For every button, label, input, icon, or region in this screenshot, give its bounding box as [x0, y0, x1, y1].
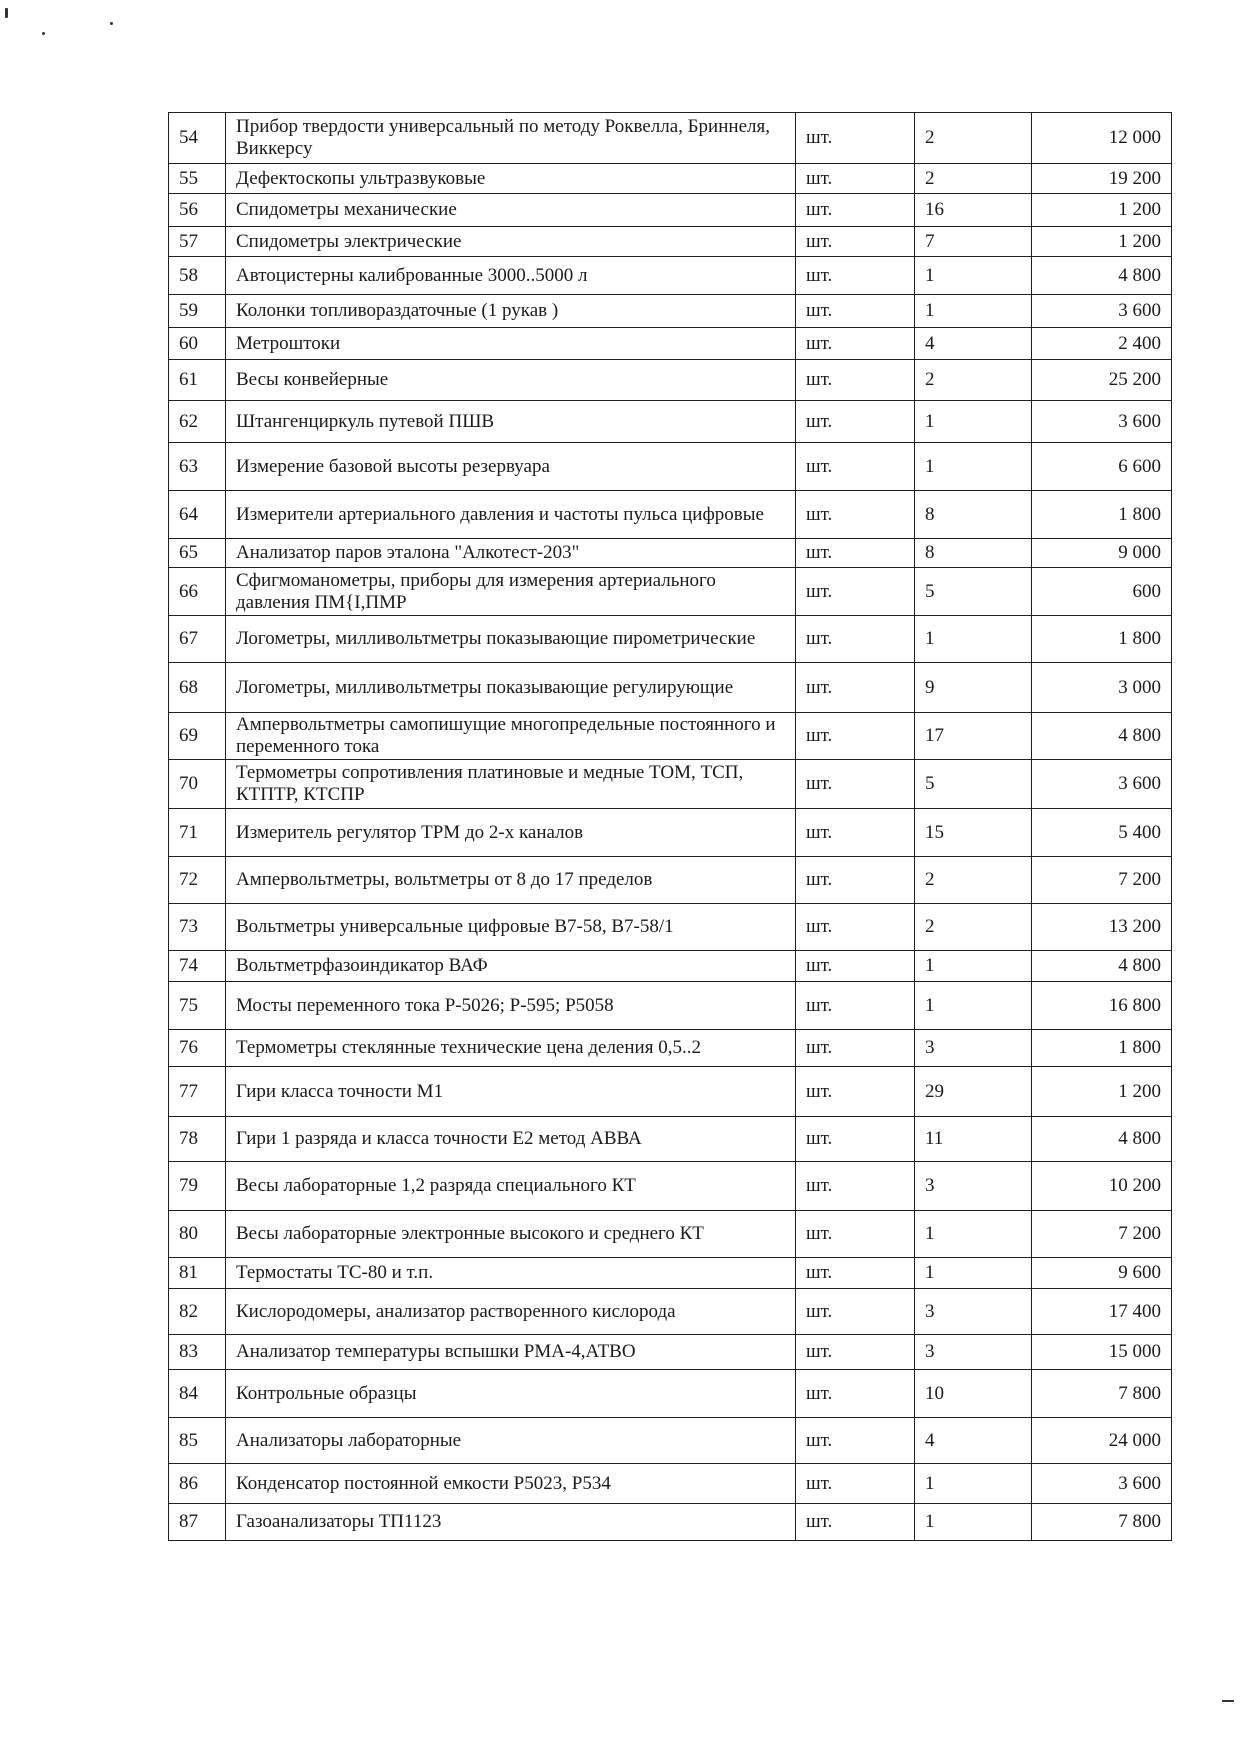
item-quantity: 3: [915, 1162, 1032, 1211]
item-quantity: 11: [915, 1117, 1032, 1162]
item-unit: шт.: [796, 1464, 915, 1504]
item-price: 25 200: [1032, 360, 1172, 401]
item-price: 3 600: [1032, 295, 1172, 328]
item-quantity: 2: [915, 164, 1032, 194]
table-row: [169, 113, 1172, 164]
item-price: 16 800: [1032, 982, 1172, 1030]
row-number: 66: [169, 568, 226, 616]
item-unit: шт.: [796, 568, 915, 616]
table-row: [169, 1211, 1172, 1258]
item-price: 1 200: [1032, 194, 1172, 227]
table-row: [169, 1162, 1172, 1211]
item-name: Весы лабораторные электронные высокого и среднего КТ: [226, 1211, 796, 1258]
item-name: Спидометры электрические: [226, 227, 796, 257]
item-name: Ампервольтметры, вольтметры от 8 до 17 пределов: [226, 857, 796, 904]
item-price: 1 800: [1032, 491, 1172, 539]
item-price: 4 800: [1032, 713, 1172, 760]
item-unit: шт.: [796, 194, 915, 227]
item-name: Метроштоки: [226, 328, 796, 360]
item-unit: шт.: [796, 164, 915, 194]
table-row: [169, 328, 1172, 360]
item-name: Ампервольтметры самопишущие многопредельные постоянного и переменного тока: [226, 713, 796, 760]
item-price: 15 000: [1032, 1335, 1172, 1370]
row-number: 67: [169, 616, 226, 663]
item-quantity: 5: [915, 568, 1032, 616]
item-price: 13 200: [1032, 904, 1172, 951]
row-number: 79: [169, 1162, 226, 1211]
table-row: [169, 257, 1172, 295]
item-quantity: 17: [915, 713, 1032, 760]
item-unit: шт.: [796, 113, 915, 164]
item-unit: шт.: [796, 401, 915, 443]
item-quantity: 4: [915, 328, 1032, 360]
item-unit: шт.: [796, 982, 915, 1030]
item-price: 7 800: [1032, 1370, 1172, 1418]
row-number: 64: [169, 491, 226, 539]
item-name: Логометры, милливольтметры показывающие пирометрические: [226, 616, 796, 663]
item-unit: шт.: [796, 1258, 915, 1289]
item-quantity: 1: [915, 1504, 1032, 1541]
table-row: [169, 401, 1172, 443]
item-price: 2 400: [1032, 328, 1172, 360]
row-number: 84: [169, 1370, 226, 1418]
item-name: Термостаты ТС-80 и т.п.: [226, 1258, 796, 1289]
item-name: Весы лабораторные 1,2 разряда специального КТ: [226, 1162, 796, 1211]
row-number: 60: [169, 328, 226, 360]
row-number: 63: [169, 443, 226, 491]
table-row: [169, 194, 1172, 227]
item-quantity: 4: [915, 1418, 1032, 1464]
row-number: 68: [169, 663, 226, 713]
table-row: [169, 360, 1172, 401]
item-name: Вольтметры универсальные цифровые В7-58, В7-58/1: [226, 904, 796, 951]
item-quantity: 1: [915, 616, 1032, 663]
table-row: [169, 1067, 1172, 1117]
item-price: 9 600: [1032, 1258, 1172, 1289]
item-unit: шт.: [796, 951, 915, 982]
item-unit: шт.: [796, 616, 915, 663]
table-row: [169, 1030, 1172, 1067]
item-unit: шт.: [796, 1162, 915, 1211]
item-quantity: 2: [915, 857, 1032, 904]
item-name: Контрольные образцы: [226, 1370, 796, 1418]
item-quantity: 1: [915, 1464, 1032, 1504]
item-price: 17 400: [1032, 1289, 1172, 1335]
table-row: [169, 1418, 1172, 1464]
item-name: Измеритель регулятор ТРМ до 2-х каналов: [226, 809, 796, 857]
item-unit: шт.: [796, 1335, 915, 1370]
item-quantity: 29: [915, 1067, 1032, 1117]
item-price: 3 600: [1032, 760, 1172, 809]
item-name: Сфигмоманометры, приборы для измерения артериального давления ПМ{I,ПМР: [226, 568, 796, 616]
item-name: Колонки топливораздаточные (1 рукав ): [226, 295, 796, 328]
item-price: 24 000: [1032, 1418, 1172, 1464]
row-number: 87: [169, 1504, 226, 1541]
item-name: Анализатор температуры вспышки РМА-4,АТВО: [226, 1335, 796, 1370]
item-quantity: 1: [915, 982, 1032, 1030]
item-unit: шт.: [796, 1211, 915, 1258]
item-unit: шт.: [796, 760, 915, 809]
item-unit: шт.: [796, 663, 915, 713]
item-quantity: 5: [915, 760, 1032, 809]
item-name: Вольтметрфазоиндикатор ВАФ: [226, 951, 796, 982]
row-number: 57: [169, 227, 226, 257]
item-price: 9 000: [1032, 539, 1172, 568]
item-unit: шт.: [796, 328, 915, 360]
table-row: [169, 760, 1172, 809]
item-unit: шт.: [796, 904, 915, 951]
row-number: 56: [169, 194, 226, 227]
item-unit: шт.: [796, 443, 915, 491]
item-price: 1 800: [1032, 1030, 1172, 1067]
row-number: 65: [169, 539, 226, 568]
item-unit: шт.: [796, 809, 915, 857]
row-number: 77: [169, 1067, 226, 1117]
scan-speck: [110, 22, 113, 25]
table-row: [169, 295, 1172, 328]
row-number: 82: [169, 1289, 226, 1335]
item-quantity: 2: [915, 113, 1032, 164]
table-row: [169, 982, 1172, 1030]
item-unit: шт.: [796, 713, 915, 760]
table-row: [169, 809, 1172, 857]
item-price: 4 800: [1032, 1117, 1172, 1162]
row-number: 62: [169, 401, 226, 443]
item-price: 10 200: [1032, 1162, 1172, 1211]
item-name: Штангенциркуль путевой ПШВ: [226, 401, 796, 443]
item-price: 4 800: [1032, 951, 1172, 982]
item-quantity: 3: [915, 1030, 1032, 1067]
table-row: [169, 539, 1172, 568]
item-unit: шт.: [796, 1117, 915, 1162]
row-number: 73: [169, 904, 226, 951]
row-number: 59: [169, 295, 226, 328]
row-number: 81: [169, 1258, 226, 1289]
scan-speck: [42, 32, 45, 35]
item-price: 6 600: [1032, 443, 1172, 491]
row-number: 71: [169, 809, 226, 857]
item-unit: шт.: [796, 857, 915, 904]
table-row: [169, 713, 1172, 760]
row-number: 69: [169, 713, 226, 760]
item-quantity: 1: [915, 295, 1032, 328]
table-row: [169, 616, 1172, 663]
item-quantity: 1: [915, 443, 1032, 491]
item-price: 3 600: [1032, 401, 1172, 443]
item-quantity: 7: [915, 227, 1032, 257]
table-row: [169, 1464, 1172, 1504]
row-number: 80: [169, 1211, 226, 1258]
item-unit: шт.: [796, 539, 915, 568]
item-price: 5 400: [1032, 809, 1172, 857]
table-row: [169, 1370, 1172, 1418]
row-number: 54: [169, 113, 226, 164]
row-number: 83: [169, 1335, 226, 1370]
item-price: 7 800: [1032, 1504, 1172, 1541]
item-quantity: 2: [915, 904, 1032, 951]
item-name: Гири класса точности М1: [226, 1067, 796, 1117]
item-quantity: 1: [915, 1211, 1032, 1258]
item-price: 7 200: [1032, 1211, 1172, 1258]
item-price: 12 000: [1032, 113, 1172, 164]
scan-speck: [5, 8, 8, 18]
table-row: [169, 1289, 1172, 1335]
item-name: Кислородомеры, анализатор растворенного кислорода: [226, 1289, 796, 1335]
item-name: Гири 1 разряда и класса точности Е2 метод АВВА: [226, 1117, 796, 1162]
table-row: [169, 491, 1172, 539]
item-price: 1 800: [1032, 616, 1172, 663]
item-price: 600: [1032, 568, 1172, 616]
row-number: 55: [169, 164, 226, 194]
item-unit: шт.: [796, 360, 915, 401]
row-number: 85: [169, 1418, 226, 1464]
item-name: Термометры стеклянные технические цена деления 0,5..2: [226, 1030, 796, 1067]
item-quantity: 2: [915, 360, 1032, 401]
row-number: 76: [169, 1030, 226, 1067]
item-unit: шт.: [796, 1030, 915, 1067]
item-price: 1 200: [1032, 1067, 1172, 1117]
item-quantity: 1: [915, 1258, 1032, 1289]
item-name: Измерители артериального давления и частоты пульса цифровые: [226, 491, 796, 539]
item-price: 1 200: [1032, 227, 1172, 257]
equipment-price-table: [168, 112, 1172, 1541]
item-quantity: 16: [915, 194, 1032, 227]
item-name: Термометры сопротивления платиновые и медные ТОМ, ТСП, КТПТР, КТСПР: [226, 760, 796, 809]
item-unit: шт.: [796, 1370, 915, 1418]
row-number: 61: [169, 360, 226, 401]
item-name: Конденсатор постоянной емкости Р5023, Р534: [226, 1464, 796, 1504]
item-name: Спидометры механические: [226, 194, 796, 227]
item-unit: шт.: [796, 1418, 915, 1464]
item-unit: шт.: [796, 1504, 915, 1541]
item-unit: шт.: [796, 227, 915, 257]
item-price: 4 800: [1032, 257, 1172, 295]
table-row: [169, 857, 1172, 904]
item-name: Газоанализаторы ТП1123: [226, 1504, 796, 1541]
item-name: Мосты переменного тока Р-5026; Р-595; Р5058: [226, 982, 796, 1030]
item-name: Анализатор паров эталона "Алкотест-203": [226, 539, 796, 568]
table-row: [169, 904, 1172, 951]
table-row: [169, 1504, 1172, 1541]
item-quantity: 1: [915, 951, 1032, 982]
item-name: Автоцистерны калиброванные 3000..5000 л: [226, 257, 796, 295]
row-number: 58: [169, 257, 226, 295]
table-row: [169, 1335, 1172, 1370]
item-name: Измерение базовой высоты резервуара: [226, 443, 796, 491]
table-row: [169, 443, 1172, 491]
item-quantity: 10: [915, 1370, 1032, 1418]
item-price: 3 600: [1032, 1464, 1172, 1504]
item-price: 7 200: [1032, 857, 1172, 904]
item-quantity: 9: [915, 663, 1032, 713]
table-row: [169, 568, 1172, 616]
item-quantity: 8: [915, 491, 1032, 539]
item-unit: шт.: [796, 1067, 915, 1117]
item-name: Анализаторы лабораторные: [226, 1418, 796, 1464]
table-row: [169, 1258, 1172, 1289]
row-number: 75: [169, 982, 226, 1030]
item-price: 3 000: [1032, 663, 1172, 713]
item-unit: шт.: [796, 1289, 915, 1335]
item-price: 19 200: [1032, 164, 1172, 194]
item-unit: шт.: [796, 295, 915, 328]
item-quantity: 3: [915, 1289, 1032, 1335]
item-name: Прибор твердости универсальный по методу Роквелла, Бриннеля, Виккерсу: [226, 113, 796, 164]
item-unit: шт.: [796, 491, 915, 539]
row-number: 74: [169, 951, 226, 982]
table-row: [169, 1117, 1172, 1162]
row-number: 70: [169, 760, 226, 809]
table-row: [169, 164, 1172, 194]
item-unit: шт.: [796, 257, 915, 295]
row-number: 78: [169, 1117, 226, 1162]
item-quantity: 1: [915, 401, 1032, 443]
row-number: 86: [169, 1464, 226, 1504]
table-row: [169, 951, 1172, 982]
item-name: Дефектоскопы ультразвуковые: [226, 164, 796, 194]
row-number: 72: [169, 857, 226, 904]
table-row: [169, 227, 1172, 257]
item-quantity: 1: [915, 257, 1032, 295]
scan-speck: [1222, 1700, 1234, 1702]
item-quantity: 15: [915, 809, 1032, 857]
item-name: Весы конвейерные: [226, 360, 796, 401]
item-quantity: 3: [915, 1335, 1032, 1370]
item-name: Логометры, милливольтметры показывающие регулирующие: [226, 663, 796, 713]
item-quantity: 8: [915, 539, 1032, 568]
table-row: [169, 663, 1172, 713]
